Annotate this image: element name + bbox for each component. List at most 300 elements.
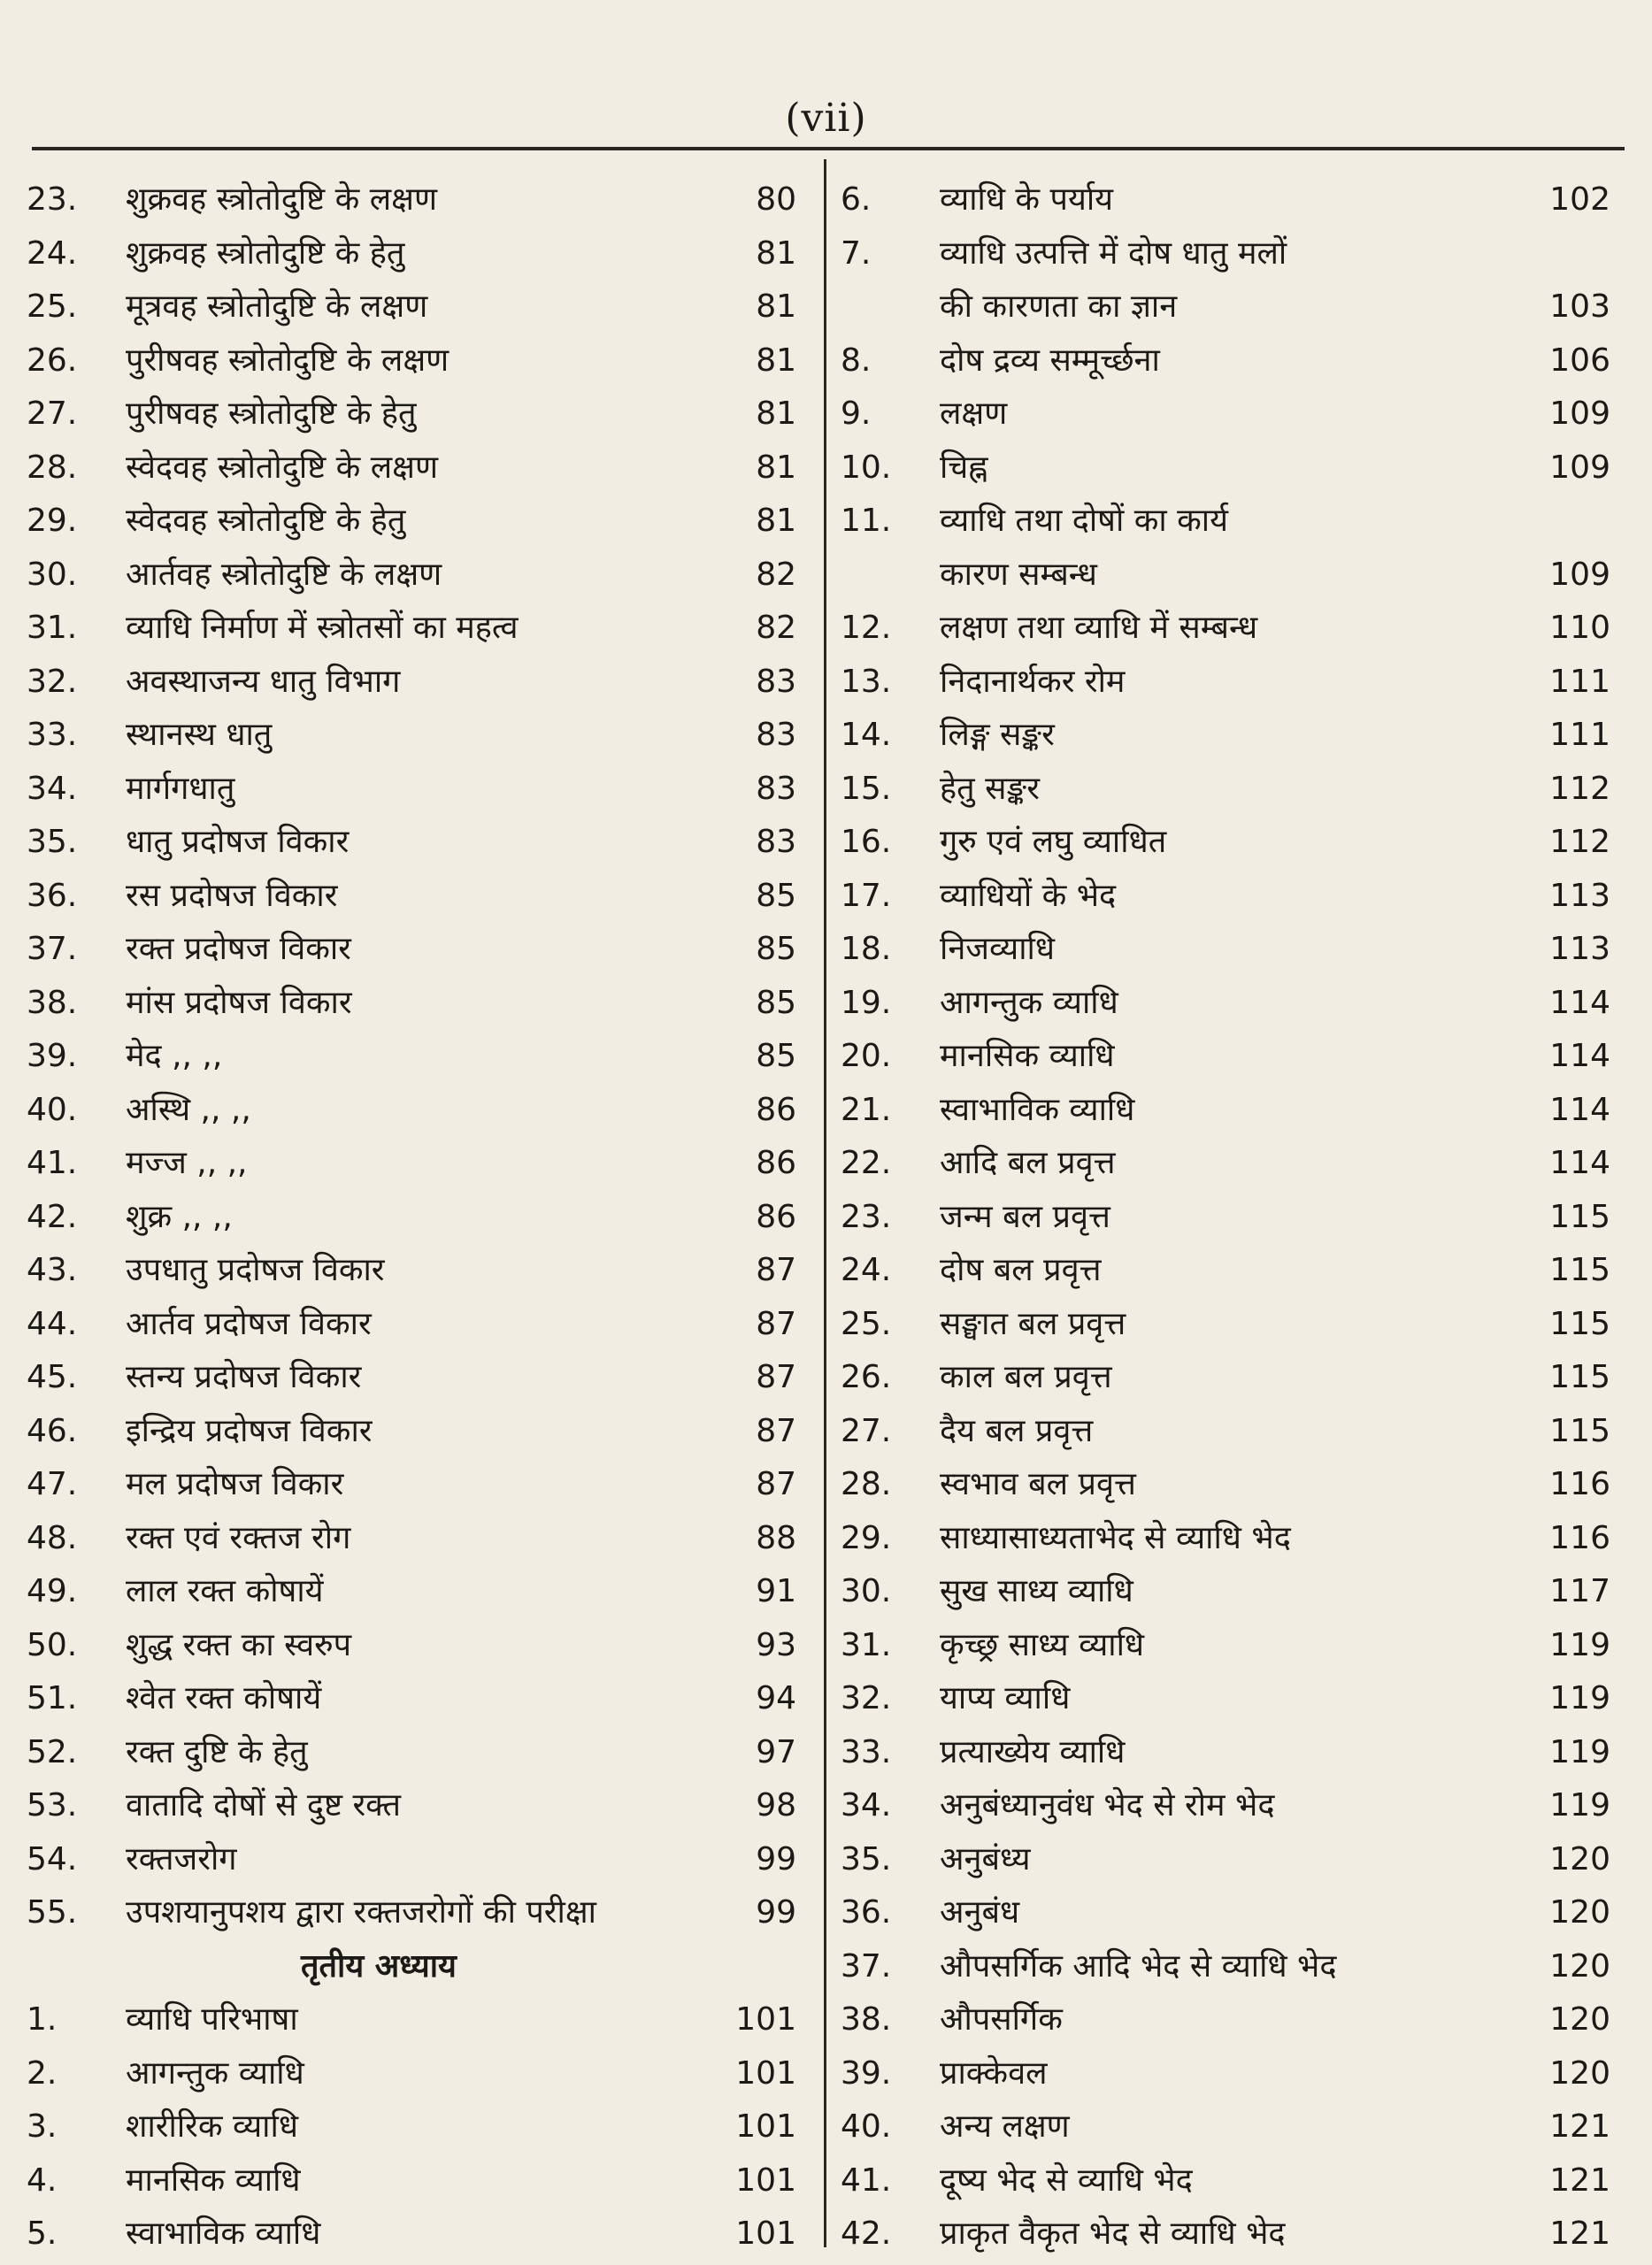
toc-entry <box>27 1405 796 1459</box>
toc-entry-title: शुक्रवह स्त्रोतोदुष्टि के हेतु <box>126 234 405 272</box>
toc-entry-page: 83 <box>756 717 796 753</box>
toc-entry-page: 81 <box>756 342 796 379</box>
toc-entry-title: काल बल प्रवृत्त <box>940 1359 1112 1395</box>
toc-entry-title: शुक्रवह स्त्रोतोदुष्टि के लक्षण <box>126 181 437 218</box>
toc-entry-title: की कारणता का ज्ञान <box>940 288 1178 325</box>
toc-entry-page: 85 <box>756 931 796 967</box>
toc-entry <box>27 1191 796 1245</box>
toc-entry <box>27 495 796 549</box>
toc-entry-title: निजव्याधि <box>940 931 1055 967</box>
toc-entry-page: 121 <box>1549 2215 1610 2252</box>
toc-entry-title: स्वेदवह स्त्रोतोदुष्टि के हेतु <box>126 503 406 539</box>
toc-entry <box>841 280 1610 334</box>
toc-entry <box>841 656 1610 710</box>
toc-entry <box>841 549 1610 603</box>
chapter-heading <box>27 1940 796 1994</box>
toc-entry <box>27 1672 796 1726</box>
toc-entry-page: 110 <box>1549 610 1610 646</box>
toc-entry-title: व्याधि तथा दोषों का कार्य <box>940 503 1228 539</box>
toc-entry <box>841 1137 1610 1191</box>
toc-entry-number: 28. <box>841 1466 892 1502</box>
toc-entry-page: 81 <box>756 395 796 432</box>
toc-entry-number: 3. <box>27 2108 58 2145</box>
toc-entry-title: चिह्न <box>940 449 988 486</box>
toc-entry <box>27 1030 796 1084</box>
toc-entry <box>27 441 796 495</box>
toc-entry-title: उपधातु प्रदोषज विकार <box>126 1252 385 1288</box>
toc-entry <box>841 2047 1610 2101</box>
toc-entry-number: 41. <box>841 2161 892 2199</box>
toc-entry-number: 8. <box>841 342 872 379</box>
toc-entry-number: 36. <box>27 877 78 914</box>
toc-entry-title: दूष्य भेद से व्याधि भेद <box>940 2161 1193 2199</box>
toc-entry-title: याप्य व्याधि <box>940 1680 1071 1716</box>
toc-entry-number: 34. <box>841 1787 892 1824</box>
toc-entry-number: 24. <box>27 234 78 272</box>
toc-entry-title: स्तन्य प्रदोषज विकार <box>126 1359 362 1395</box>
toc-entry-title: लक्षण <box>940 395 1008 432</box>
toc-entry-page: 99 <box>756 1894 796 1931</box>
toc-entry <box>841 495 1610 549</box>
toc-entry <box>841 1779 1610 1833</box>
toc-entry-number: 29. <box>27 503 78 539</box>
toc-entry-number: 1. <box>27 2001 58 2038</box>
toc-entry-page: 101 <box>735 2108 796 2145</box>
toc-entry-title: प्राक्केवल <box>940 2054 1048 2092</box>
toc-entry-title: अनुबंध्यानुवंध भेद से रोम भेद <box>940 1787 1275 1824</box>
right-toc-column <box>841 173 1610 2261</box>
toc-entry-number: 45. <box>27 1359 78 1395</box>
toc-entry <box>27 816 796 870</box>
toc-entry-page: 114 <box>1549 1038 1610 1074</box>
toc-entry-number: 24. <box>841 1252 892 1288</box>
toc-entry-number: 33. <box>27 717 78 753</box>
toc-entry-title: कृच्छ्र साध्य व्याधि <box>940 1626 1145 1663</box>
toc-entry-page: 112 <box>1549 824 1610 860</box>
toc-entry-number: 28. <box>27 449 78 486</box>
toc-entry-number: 40. <box>27 1091 78 1128</box>
toc-entry-number: 50. <box>27 1626 78 1663</box>
toc-entry-title: व्याधि के पर्याय <box>940 181 1114 218</box>
toc-entry-title: कारण सम्बन्ध <box>940 556 1097 593</box>
toc-entry <box>841 1458 1610 1512</box>
toc-entry-page: 103 <box>1549 288 1610 325</box>
toc-entry-title: दोष बल प्रवृत्त <box>940 1252 1102 1288</box>
toc-entry <box>27 1565 796 1619</box>
toc-entry <box>27 709 796 763</box>
toc-entry <box>841 1084 1610 1138</box>
toc-entry-page: 80 <box>756 181 796 218</box>
toc-entry <box>27 1512 796 1566</box>
toc-entry-title: मार्गगधातु <box>126 770 235 807</box>
toc-entry-number: 32. <box>841 1680 892 1716</box>
toc-entry-number: 39. <box>27 1038 78 1074</box>
toc-entry-page: 115 <box>1549 1252 1610 1288</box>
toc-entry-number: 49. <box>27 1573 78 1609</box>
toc-entry-title: व्याधि उत्पत्ति में दोष धातु मलों <box>940 234 1287 272</box>
toc-entry-title: लक्षण तथा व्याधि में सम्बन्ध <box>940 610 1258 646</box>
toc-entry <box>841 1030 1610 1084</box>
toc-entry-title: स्थानस्थ धातु <box>126 717 273 753</box>
toc-entry-title: मानसिक व्याधि <box>126 2161 301 2199</box>
toc-entry-page: 101 <box>735 2215 796 2252</box>
toc-entry-title: औपसर्गिक <box>940 2001 1063 2038</box>
toc-entry <box>841 1940 1610 1994</box>
toc-entry-page: 120 <box>1549 1840 1610 1877</box>
toc-entry <box>27 280 796 334</box>
toc-entry-number: 38. <box>841 2001 892 2038</box>
toc-entry-number: 55. <box>27 1894 78 1931</box>
toc-entry-title: आर्तवह स्त्रोतोदुष्टि के लक्षण <box>126 556 442 593</box>
toc-entry-page: 87 <box>756 1252 796 1288</box>
toc-entry-title: रक्त प्रदोषज विकार <box>126 931 351 967</box>
toc-entry <box>27 227 796 281</box>
toc-entry-number: 51. <box>27 1680 78 1716</box>
toc-entry <box>841 227 1610 281</box>
toc-entry-number: 37. <box>27 931 78 967</box>
toc-entry-number: 36. <box>841 1894 892 1931</box>
toc-entry-page: 121 <box>1549 2161 1610 2199</box>
toc-entry-number: 31. <box>27 610 78 646</box>
toc-entry-number: 42. <box>27 1198 78 1235</box>
toc-entry <box>841 1298 1610 1352</box>
toc-entry-number: 14. <box>841 717 892 753</box>
toc-entry <box>27 2100 796 2154</box>
toc-entry-number: 33. <box>841 1733 892 1770</box>
toc-entry <box>27 1886 796 1940</box>
toc-entry-page: 81 <box>756 234 796 272</box>
toc-entry-title: दैय बल प्रवृत्त <box>940 1412 1094 1449</box>
toc-entry-page: 101 <box>735 2054 796 2092</box>
toc-entry-page: 97 <box>756 1733 796 1770</box>
toc-entry-page: 94 <box>756 1680 796 1716</box>
toc-entry <box>27 1458 796 1512</box>
toc-entry-title: धातु प्रदोषज विकार <box>126 824 350 860</box>
toc-entry <box>841 1405 1610 1459</box>
toc-entry <box>841 1833 1610 1887</box>
toc-entry <box>841 763 1610 817</box>
toc-entry-title: व्याधि परिभाषा <box>126 2001 298 2038</box>
toc-entry-title: स्वाभाविक व्याधि <box>940 1091 1135 1128</box>
toc-entry-title: मल प्रदोषज विकार <box>126 1466 344 1502</box>
toc-entry-number: 17. <box>841 877 892 914</box>
toc-entry-number: 35. <box>27 824 78 860</box>
toc-entry-page: 87 <box>756 1412 796 1449</box>
toc-entry-page: 119 <box>1549 1733 1610 1770</box>
toc-entry-number: 18. <box>841 931 892 967</box>
toc-entry-page: 120 <box>1549 2054 1610 2092</box>
toc-entry-number: 52. <box>27 1733 78 1770</box>
toc-entry-number: 54. <box>27 1840 78 1877</box>
toc-entry-page: 119 <box>1549 1787 1610 1824</box>
toc-entry-number: 30. <box>841 1573 892 1609</box>
toc-entry-page: 87 <box>756 1305 796 1342</box>
toc-entry-title: स्वभाव बल प्रवृत्त <box>940 1466 1136 1502</box>
toc-entry-title: रक्तजरोग <box>126 1840 237 1877</box>
toc-entry-page: 111 <box>1549 663 1610 700</box>
toc-entry-number: 30. <box>27 556 78 593</box>
toc-entry-title: मज्ज ,, ,, <box>126 1145 248 1181</box>
toc-entry-title: रक्त दुष्टि के हेतु <box>126 1733 308 1770</box>
toc-entry-number: 11. <box>841 503 892 539</box>
column-divider <box>824 159 826 2247</box>
toc-entry <box>841 2154 1610 2208</box>
toc-entry <box>841 388 1610 441</box>
toc-entry-number: 37. <box>841 1947 892 1985</box>
toc-entry <box>27 388 796 441</box>
toc-entry <box>841 334 1610 388</box>
toc-entry-title: मेद ,, ,, <box>126 1038 223 1074</box>
toc-entry-number: 25. <box>27 288 78 325</box>
toc-entry <box>841 1886 1610 1940</box>
toc-entry-number: 38. <box>27 984 78 1021</box>
toc-entry-title: पुरीषवह स्त्रोतोदुष्टि के लक्षण <box>126 342 449 379</box>
toc-entry <box>27 1726 796 1780</box>
toc-entry-page: 102 <box>1549 181 1610 218</box>
toc-entry-number: 16. <box>841 824 892 860</box>
toc-entry-number: 41. <box>27 1145 78 1181</box>
toc-entry <box>841 1619 1610 1673</box>
toc-entry-title: औपसर्गिक आदि भेद से व्याधि भेद <box>940 1947 1337 1985</box>
toc-entry <box>841 816 1610 870</box>
toc-entry-page: 86 <box>756 1198 796 1235</box>
toc-entry-page: 82 <box>756 556 796 593</box>
toc-entry-number: 9. <box>841 395 872 432</box>
toc-entry-title: श्वेत रक्त कोषायें <box>126 1680 322 1716</box>
toc-entry <box>841 1244 1610 1298</box>
toc-entry-page: 81 <box>756 503 796 539</box>
toc-entry-title: प्रत्याख्येय व्याधि <box>940 1733 1126 1770</box>
toc-entry <box>841 1191 1610 1245</box>
toc-entry-number: 43. <box>27 1252 78 1288</box>
toc-entry-page: 115 <box>1549 1412 1610 1449</box>
toc-entry-title: अन्य लक्षण <box>940 2108 1070 2145</box>
toc-entry <box>27 1298 796 1352</box>
toc-entry-title: मानसिक व्याधि <box>940 1038 1115 1074</box>
toc-entry <box>841 1565 1610 1619</box>
toc-entry-page: 82 <box>756 610 796 646</box>
toc-entry <box>841 1512 1610 1566</box>
toc-entry-number: 20. <box>841 1038 892 1074</box>
toc-entry-page: 119 <box>1549 1680 1610 1716</box>
toc-entry-title: व्याधि निर्माण में स्त्रोतसों का महत्व <box>126 610 519 646</box>
toc-entry-page: 111 <box>1549 717 1610 753</box>
toc-entry <box>27 2047 796 2101</box>
toc-entry-page: 106 <box>1549 342 1610 379</box>
toc-entry <box>27 549 796 603</box>
toc-entry-title: आर्तव प्रदोषज विकार <box>126 1305 372 1342</box>
chapter-heading-title: तृतीय अध्याय <box>301 1947 457 1985</box>
toc-entry-title: स्वेदवह स्त्रोतोदुष्टि के लक्षण <box>126 449 439 486</box>
toc-entry-page: 115 <box>1549 1198 1610 1235</box>
toc-entry-number: 48. <box>27 1519 78 1556</box>
toc-entry-title: प्राकृत वैकृत भेद से व्याधि भेद <box>940 2215 1286 2252</box>
toc-entry-title: साध्यासाध्यताभेद से व्याधि भेद <box>940 1519 1291 1556</box>
toc-entry <box>841 977 1610 1031</box>
toc-entry-number: 32. <box>27 663 78 700</box>
toc-entry-number: 10. <box>841 449 892 486</box>
toc-entry <box>841 1993 1610 2047</box>
toc-entry <box>27 1137 796 1191</box>
toc-entry-page: 120 <box>1549 1894 1610 1931</box>
toc-entry <box>841 709 1610 763</box>
toc-entry-page: 87 <box>756 1466 796 1502</box>
toc-entry-page: 114 <box>1549 1091 1610 1128</box>
toc-entry-number: 39. <box>841 2054 892 2092</box>
toc-entry <box>27 656 796 710</box>
toc-entry-page: 86 <box>756 1091 796 1128</box>
toc-entry-title: गुरु एवं लघु व्याधित <box>940 824 1167 860</box>
toc-entry-page: 81 <box>756 449 796 486</box>
toc-entry <box>841 923 1610 977</box>
toc-entry <box>841 441 1610 495</box>
toc-entry-title: पुरीषवह स्त्रोतोदुष्टि के हेतु <box>126 395 417 432</box>
toc-entry <box>27 173 796 227</box>
toc-entry-number: 6. <box>841 181 872 218</box>
toc-entry-page: 109 <box>1549 395 1610 432</box>
toc-entry-title: हेतु सङ्कर <box>940 770 1040 807</box>
toc-entry-page: 85 <box>756 984 796 1021</box>
toc-entry-number: 26. <box>841 1359 892 1395</box>
toc-entry <box>27 1993 796 2047</box>
toc-entry-number: 53. <box>27 1787 78 1824</box>
toc-entry-number: 26. <box>27 342 78 379</box>
toc-entry-title: अनुबंध्य <box>940 1840 1031 1877</box>
toc-entry-number: 21. <box>841 1091 892 1128</box>
toc-entry-title: रक्त एवं रक्तज रोग <box>126 1519 351 1556</box>
toc-entry-page: 113 <box>1549 877 1610 914</box>
toc-entry-number: 22. <box>841 1145 892 1181</box>
toc-entry-page: 87 <box>756 1359 796 1395</box>
toc-entry <box>27 1833 796 1887</box>
toc-entry-page: 88 <box>756 1519 796 1556</box>
toc-entry-title: मूत्रवह स्त्रोतोदुष्टि के लक्षण <box>126 288 428 325</box>
toc-entry <box>27 1351 796 1405</box>
toc-entry-title: लाल रक्त कोषायें <box>126 1573 324 1609</box>
toc-entry-number: 23. <box>27 181 78 218</box>
toc-entry-page: 113 <box>1549 931 1610 967</box>
toc-entry-page: 115 <box>1549 1305 1610 1342</box>
toc-entry-title: रस प्रदोषज विकार <box>126 877 338 914</box>
toc-entry-number: 4. <box>27 2161 58 2199</box>
header-rule <box>32 147 1625 150</box>
toc-entry-page: 85 <box>756 877 796 914</box>
toc-entry-number: 29. <box>841 1519 892 1556</box>
toc-entry <box>841 1726 1610 1780</box>
toc-entry-page: 98 <box>756 1787 796 1824</box>
toc-entry-number: 19. <box>841 984 892 1021</box>
toc-entry-page: 109 <box>1549 556 1610 593</box>
toc-entry-page: 101 <box>735 2161 796 2199</box>
toc-entry-title: आदि बल प्रवृत्त <box>940 1145 1116 1181</box>
toc-entry-number: 7. <box>841 234 872 272</box>
toc-entry-number: 47. <box>27 1466 78 1502</box>
toc-entry <box>27 2207 796 2261</box>
toc-entry-title: सङ्घात बल प्रवृत्त <box>940 1305 1126 1342</box>
toc-entry <box>27 923 796 977</box>
toc-entry-page: 109 <box>1549 449 1610 486</box>
toc-entry-title: निदानार्थकर रोम <box>940 663 1126 700</box>
toc-entry-number: 40. <box>841 2108 892 2145</box>
toc-entry <box>841 1672 1610 1726</box>
toc-entry <box>27 1084 796 1138</box>
toc-entry-title: आगन्तुक व्याधि <box>940 984 1118 1021</box>
toc-entry <box>27 334 796 388</box>
toc-entry <box>841 1351 1610 1405</box>
toc-entry-number: 25. <box>841 1305 892 1342</box>
toc-entry-page: 83 <box>756 770 796 807</box>
toc-entry-title: अवस्थाजन्य धातु विभाग <box>126 663 401 700</box>
toc-entry <box>27 2154 796 2208</box>
toc-entry-title: व्याधियों के भेद <box>940 877 1117 914</box>
toc-entry-title: आगन्तुक व्याधि <box>126 2054 304 2092</box>
toc-entry <box>27 1619 796 1673</box>
toc-entry-page: 81 <box>756 288 796 325</box>
toc-entry-page: 119 <box>1549 1626 1610 1663</box>
toc-entry-page: 101 <box>735 2001 796 2038</box>
toc-entry-page: 114 <box>1549 1145 1610 1181</box>
toc-entry <box>841 2100 1610 2154</box>
toc-entry-title: सुख साध्य व्याधि <box>940 1573 1133 1609</box>
toc-entry <box>27 763 796 817</box>
toc-entry <box>27 1779 796 1833</box>
toc-entry-page: 117 <box>1549 1573 1610 1609</box>
toc-entry <box>841 173 1610 227</box>
toc-entry-number: 34. <box>27 770 78 807</box>
toc-entry-number: 23. <box>841 1198 892 1235</box>
toc-entry-page: 83 <box>756 663 796 700</box>
toc-entry-title: उपशयानुपशय द्वारा रक्तजरोगों की परीक्षा <box>126 1894 596 1931</box>
toc-entry-page: 85 <box>756 1038 796 1074</box>
toc-entry-page: 91 <box>756 1573 796 1609</box>
toc-entry-title: दोष द्रव्य सम्मूर्च्छना <box>940 342 1160 379</box>
toc-entry-number: 42. <box>841 2215 892 2252</box>
toc-entry-page: 83 <box>756 824 796 860</box>
toc-entry <box>27 1244 796 1298</box>
left-toc-column <box>27 173 796 2261</box>
toc-entry-title: इन्द्रिय प्रदोषज विकार <box>126 1412 373 1449</box>
toc-entry-title: जन्म बल प्रवृत्त <box>940 1198 1110 1235</box>
toc-entry-number: 35. <box>841 1840 892 1877</box>
toc-entry-title: मांस प्रदोषज विकार <box>126 984 352 1021</box>
toc-entry-page: 99 <box>756 1840 796 1877</box>
toc-entry-title: अनुबंध <box>940 1894 1020 1931</box>
toc-entry-title: शुक्र ,, ,, <box>126 1198 233 1235</box>
toc-entry-number: 46. <box>27 1412 78 1449</box>
toc-entry-page: 93 <box>756 1626 796 1663</box>
toc-entry-number: 5. <box>27 2215 58 2252</box>
toc-entry-page: 121 <box>1549 2108 1610 2145</box>
toc-entry-page: 86 <box>756 1145 796 1181</box>
toc-entry <box>841 602 1610 656</box>
toc-entry-title: स्वाभाविक व्याधि <box>126 2215 321 2252</box>
toc-entry-number: 44. <box>27 1305 78 1342</box>
toc-entry-page: 116 <box>1549 1519 1610 1556</box>
toc-entry-page: 116 <box>1549 1466 1610 1502</box>
toc-entry-title: शारीरिक व्याधि <box>126 2108 298 2145</box>
toc-entry-page: 115 <box>1549 1359 1610 1395</box>
toc-entry-page: 120 <box>1549 1947 1610 1985</box>
toc-entry <box>841 870 1610 924</box>
toc-entry-page: 120 <box>1549 2001 1610 2038</box>
toc-entry-number: 2. <box>27 2054 58 2092</box>
toc-entry-page: 112 <box>1549 770 1610 807</box>
toc-entry-title: लिङ्ग सङ्कर <box>940 717 1055 753</box>
toc-entry-number: 27. <box>27 395 78 432</box>
toc-entry-page: 114 <box>1549 984 1610 1021</box>
toc-entry-title: शुद्ध रक्त का स्वरुप <box>126 1626 352 1663</box>
toc-entry-number: 13. <box>841 663 892 700</box>
